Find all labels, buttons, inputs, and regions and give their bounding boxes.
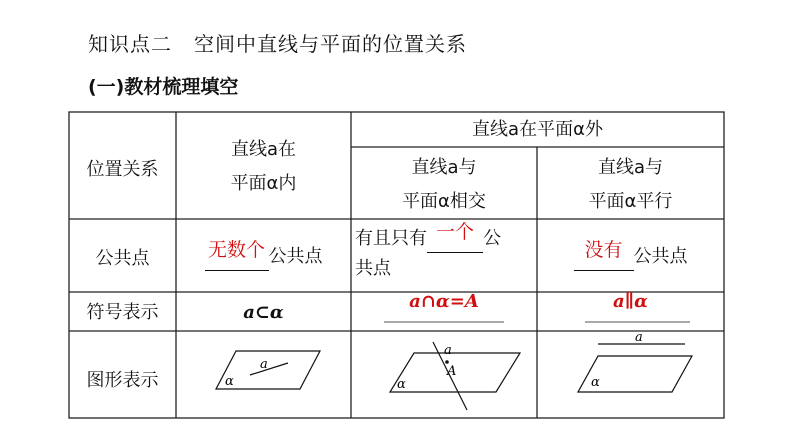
suffix-in-plane: 公共点	[268, 246, 323, 267]
symbol-parallel: a∥α	[612, 291, 649, 312]
symbol-intersect: a∩α=A	[409, 291, 479, 312]
symbol-in-plane: a⊂α	[243, 302, 284, 323]
answer-intersect: 一个	[435, 221, 474, 243]
prefix-intersect: 有且只有	[355, 228, 427, 249]
figure-parallel-plane-label: α	[591, 375, 600, 390]
suffix-intersect-1: 公	[483, 228, 501, 249]
figure-intersect-plane-label: α	[397, 377, 406, 392]
heading-title: 空间中直线与平面的位置关系	[194, 32, 467, 56]
answer-in-plane: 无数个	[207, 239, 265, 261]
figure-in-plane-line-label: a	[260, 357, 268, 372]
header-parallel-line2: 平面α平行	[588, 191, 673, 212]
subheading: (一)教材梳理填空	[88, 76, 239, 98]
header-in-plane-line2: 平面α内	[230, 173, 297, 194]
figure-parallel-line-label: a	[635, 330, 643, 345]
label-common-points: 公共点	[95, 248, 150, 269]
header-in-plane-line1: 直线a在	[230, 139, 297, 160]
header-position-relation: 位置关系	[86, 159, 159, 180]
header-outside-plane: 直线a在平面α外	[472, 119, 603, 140]
figure-in-plane-plane-label: α	[225, 374, 234, 389]
header-parallel-line1: 直线a与	[597, 157, 664, 178]
heading-part: 知识点二	[88, 32, 172, 56]
figure-intersect-line-label: a	[444, 343, 452, 358]
answer-parallel: 没有	[584, 239, 623, 261]
suffix-intersect-2: 共点	[355, 258, 391, 279]
header-intersect-line2: 平面α相交	[402, 191, 486, 212]
suffix-parallel: 公共点	[633, 246, 688, 267]
header-intersect-line1: 直线a与	[411, 157, 477, 178]
figure-intersect-point-label: A	[447, 364, 457, 379]
label-figure: 图形表示	[86, 370, 159, 391]
label-symbol: 符号表示	[86, 302, 159, 323]
